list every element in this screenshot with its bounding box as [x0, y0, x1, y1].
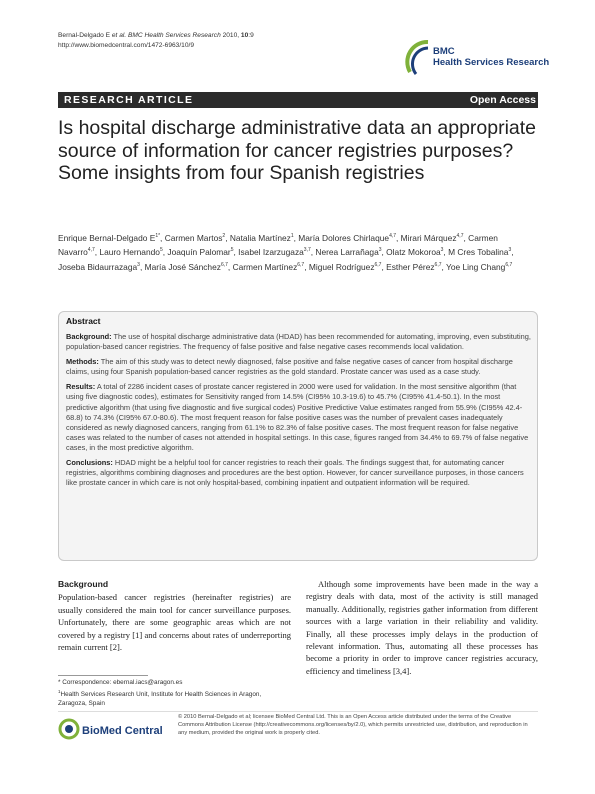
author-name[interactable]: Lauro Hernando	[99, 247, 160, 258]
author-name[interactable]: Carmen Navarro	[58, 232, 498, 258]
footnote	[58, 678, 291, 708]
article-title: Is hospital discharge administrative data an appropriate source of information for cancer registries purposes? Some insights from four Spanish registries	[58, 117, 537, 184]
body-paragraph: Population-based cancer registries (hereinafter registries) are usually considered the main tool for cancer surveillance purposes. Unfortunately, there are some geographic areas which are not covered by a registry [1] and concerns about rates of underreporting remain current [2].	[58, 592, 291, 653]
journal-logo-line-1: BMC	[433, 46, 455, 57]
publisher-logo-text: BioMed Central	[82, 725, 163, 737]
body-column-right	[306, 578, 538, 677]
author-affiliation-marker: 5	[230, 247, 234, 254]
author-affiliation-marker: 3	[508, 247, 512, 254]
author-affiliation-marker: 3	[137, 261, 140, 268]
bottom-divider	[58, 711, 538, 712]
author-name[interactable]: Joaquín Palomar	[167, 247, 231, 258]
author-name[interactable]: Joseba Bidaurrazaga	[58, 261, 138, 272]
author-name[interactable]: Nerea Larrañaga	[315, 247, 379, 258]
author-affiliation-marker: 3,7	[303, 247, 311, 254]
abstract-section: Methods: The aim of this study was to detect newly diagnosed, false positive and false negative cases of cancer from hospital discharge claims, using four Spanish population-based cancer registries as the gold standard. Prostate cancer was used as a case study.	[66, 357, 513, 377]
copyright-notice: © 2010 Bernal-Delgado et al; licensee BioMed Central Ltd. This is an Open Access article distributed under the terms of the Creative Commons Attribution License (http://creativecommons.org/licenses/by/2.0), which permits unrestricted use, distribution, and reproduction in any medium, provided the original work is properly cited.	[178, 714, 528, 737]
footnote-divider	[58, 675, 148, 676]
author-name[interactable]: Isabel Izarzugaza	[238, 247, 304, 258]
article-type-label: RESEARCH ARTICLE	[64, 94, 194, 106]
author-name[interactable]: Carmen Martínez	[232, 261, 298, 272]
author-affiliation-marker: 1*	[155, 233, 161, 239]
author-name[interactable]: Mirari Márquez	[400, 232, 457, 243]
author-name[interactable]: Natalia Martínez	[229, 232, 291, 243]
abstract-section: Background: The use of hospital discharge administrative data (HDAD) has been recommended for automating, improving, even substituting, population-based cancer registries. The frequency of false positive and false negative cases recommends local validation.	[66, 332, 531, 352]
article-url[interactable]: http://www.biomedcentral.com/1472-6963/10/9	[58, 42, 194, 49]
author-affiliation-marker: 4,7	[87, 247, 95, 254]
journal-logo-line-2: Health Services Research	[433, 57, 550, 68]
author-affiliation-marker: 1	[290, 233, 294, 239]
citation-line-1: Bernal-Delgado E et al. BMC Health Services Research 2010, 10:9	[58, 32, 254, 39]
citation-header	[58, 31, 254, 51]
journal-logo-text	[433, 46, 549, 68]
author-name[interactable]: Miguel Rodríguez	[308, 261, 375, 272]
author-affiliation-marker: 3	[440, 247, 444, 254]
section-heading-background: Background	[58, 579, 109, 589]
abstract-section: Results: A total of 2286 incident cases of prostate cancer registered in 2000 were used for validation. In the most sensitive algorithm (that using five diagnostic codes), estimates for Sensitivity ranged from 14.5% (CI95% 10.3-19.6) to 45.7% (CI95% 41.4-50.1). In the most predictive algorithm (that using five diagnostic and five surgical codes) Positive Predictive Value estimates ranged from 55.9% (CI95% 42.4-68.8) to 74.3% (CI95% 67.0-80.6). The most frequent reason for false positive cases was the number of prevalent cases inadequately considered as newly diagnosed cancers, ranging from 61.1% to 82.3% of false positive cases. The most frequent reason for false negative cases was related to the number of cases not attended in hospital settings. In this case, figures ranged from 34.4% to 69.7% of false negative cases, in the most predictive algorithm.	[66, 382, 529, 452]
biomed-central-logo-icon	[58, 718, 168, 740]
author-name[interactable]: Esther Pérez	[386, 261, 435, 272]
author-name[interactable]: María José Sánchez	[144, 261, 221, 272]
affiliation-note: $^1$Health Services Research Unit, Institute for Health Sciences in Aragon, Zaragoza, Spain	[58, 689, 262, 708]
author-name[interactable]: Enrique Bernal-Delgado E	[58, 232, 156, 243]
body-column-left	[58, 578, 291, 653]
author-affiliation-marker: 5	[159, 247, 163, 254]
author-affiliation-marker: 6,7	[505, 261, 513, 268]
author-name[interactable]: Yoe Ling Chang	[446, 261, 506, 272]
author-name[interactable]: M Cres Tobalina	[448, 247, 509, 258]
abstract-body	[66, 332, 532, 493]
author-affiliation-marker: 6,7	[297, 261, 305, 268]
author-affiliation-marker: 3	[378, 247, 382, 254]
author-list: Enrique Bernal-Delgado $E^{1*}$, Carmen Martos$^2$, Natalia Martínez$^1$, María Dolores Chirlaque$^{4,7}$, Mirari Márquez$^{4,7}$, Carmen Navarro$^{4,7}$, Lauro Hernando$^5$, Joaquín Palomar$^5$, Isabel Izarzugaza$^{3,7}$, Nerea Larrañaga$^3$, Olatz Mokoroa$^3$, M Cres Tobalina$^3$, Joseba Bidaurrazaga$^3$, María José Sánchez$^{6,7}$, Carmen Martínez$^{6,7}$, Miguel Rodríguez$^{6,7}$, Esther Pérez$^{6,7}$, Yoe Ling Chang$^{6,7}$	[58, 232, 514, 272]
author-affiliation-marker: 4,7	[456, 233, 464, 239]
author-name[interactable]: María Dolores Chirlaque	[298, 232, 390, 243]
author-affiliation-marker: 2	[222, 233, 226, 239]
author-affiliation-marker: 6,7	[220, 261, 228, 268]
author-affiliation-marker: 6,7	[374, 261, 382, 268]
abstract-section: Conclusions: HDAD might be a helpful tool for cancer registries to reach their goals. The findings suggest that, for automating cancer registries, algorithms combining diagnoses and procedures are the best option. However, for cancer surveillance purposes, in those cancers like prostate cancer in which care is not only hospital-based, combining inpatient and outpatient information will be required.	[66, 458, 524, 488]
open-access-label: Open Access	[469, 94, 536, 106]
correspondence-note: * Correspondence: ebernal.iacs@aragon.es	[58, 679, 183, 686]
body-paragraph: Although some improvements have been made in the way a registry deals with data, most of the activity is still managed manually. Additionally, registries gather information from different sources with a large variation in their reliability and validity. Finally, all these processes imply delays in the production of relevant information. Thus, automating all these processes has become a priority in order to improve cancer registries accuracy, efficiency and timeliness [3,4].	[306, 579, 538, 676]
author-name[interactable]: Carmen Martos	[164, 232, 223, 243]
abstract-heading: Abstract	[66, 316, 101, 326]
author-affiliation-marker: 6,7	[434, 261, 442, 268]
author-name[interactable]: Olatz Mokoroa	[386, 247, 441, 258]
author-affiliation-marker: 4,7	[389, 233, 397, 239]
